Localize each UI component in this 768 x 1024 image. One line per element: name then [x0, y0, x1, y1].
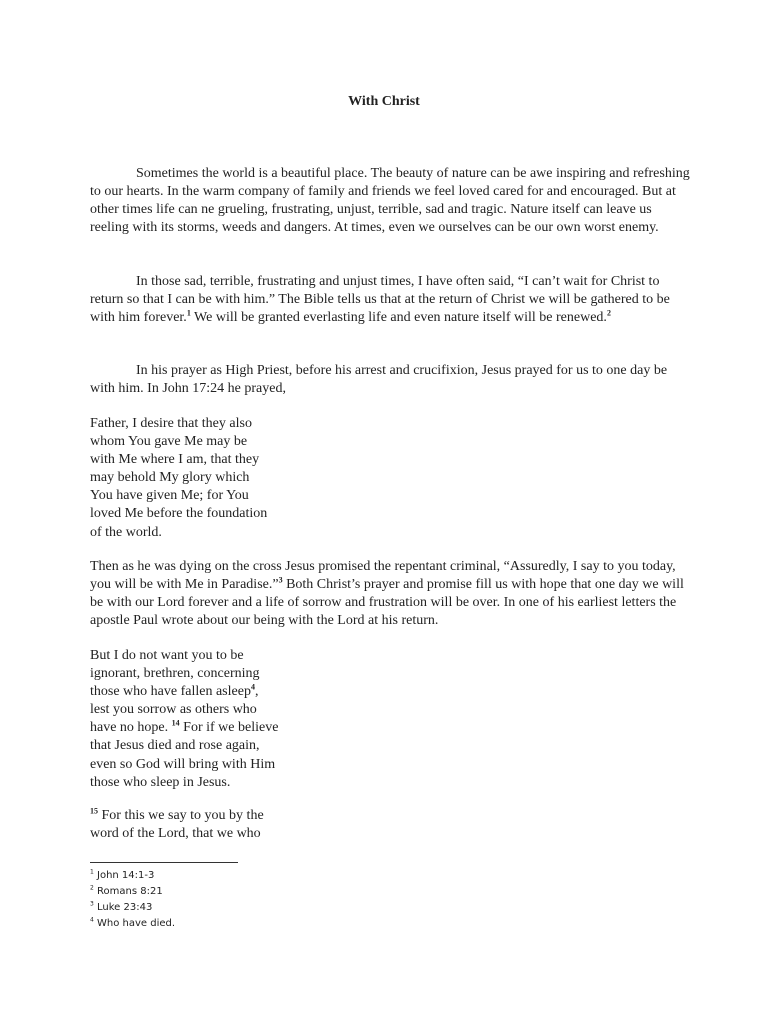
verse-number: 15	[90, 806, 98, 816]
quote-line: of the world.	[90, 524, 162, 540]
quote-line: loved Me before the foundation	[90, 506, 268, 522]
quote-line-text: For if we believe	[179, 720, 279, 736]
paragraph-1-text: Sometimes the world is a beautiful place. The beauty of nature can be awe inspiring and refreshing to our hearts. In the warm company of family and friends we feel loved cared for and encouraged. But at other times life can ne grueling, frustrating, unjust, terrible, sad and tragic. Nature itself can leave us reeling with its storms, weeds and dangers. At times, even we ourselves can be our own worst enemy.	[90, 166, 690, 236]
footnote-number: 4	[90, 916, 94, 924]
quote-line: even so God will bring with Him	[90, 756, 276, 772]
paragraph-2-text-b: We will be granted everlasting life and even nature itself will be renewed.	[190, 310, 607, 326]
paragraph-2	[90, 273, 690, 327]
verse-number: 14	[171, 718, 180, 728]
footnote-text: Luke 23:43	[93, 902, 153, 913]
footnote-number: 2	[90, 884, 94, 892]
quote-line-text: ,	[254, 684, 259, 700]
quote-line: But I do not want you to be	[90, 648, 244, 663]
footnote-2	[90, 884, 175, 900]
quote-line-text: For this we say to you by the	[98, 808, 264, 823]
paragraph-1	[90, 165, 690, 237]
footnote-text: Romans 8:21	[93, 886, 163, 897]
paragraph-3-text: In his prayer as High Priest, before his arrest and crucifixion, Jesus prayed for us to one day be with him. In John 17:24 he prayed,	[90, 363, 668, 397]
quote-line	[90, 719, 278, 737]
quote-line: that Jesus died and rose again,	[90, 738, 260, 754]
footnotes	[90, 868, 175, 932]
paragraph-2-text-a: In those sad, terrible, frustrating and unjust times, I have often said, “I can’t wait for Christ to return so that I can be with him.” The Bible tells us that at the return of Christ we will be gathered to be with him forever.	[90, 274, 670, 326]
quote-line: may behold My glory which	[90, 470, 250, 486]
footnote-text: Who have died.	[93, 918, 176, 929]
footnote-ref-4[interactable]: 4	[250, 682, 255, 692]
footnote-3	[90, 900, 175, 916]
quote-line: lest you sorrow as others who	[90, 702, 257, 718]
paragraph-4-text-b: Both Christ’s prayer and promise fill us with hope that one day we will be with our Lord forever and a life of sorrow and frustration will be over. In one of his earliest letters the apostle Paul wrote about our being with the Lord at his return.	[90, 577, 684, 629]
footnote-number: 1	[90, 868, 94, 876]
quote-line: You have given Me; for You	[90, 488, 249, 504]
quote-line: word of the Lord, that we who	[90, 826, 261, 842]
footnote-ref-3[interactable]: 3	[278, 575, 283, 585]
footnote-text: John 14:1-3	[93, 870, 155, 881]
quote-line	[90, 807, 264, 825]
footnote-number: 3	[90, 900, 94, 908]
footnote-1	[90, 868, 175, 884]
page-title: With Christ	[348, 94, 420, 109]
scripture-quote-john	[90, 415, 267, 542]
paragraph-4	[90, 558, 690, 630]
scripture-quote-thessalonians	[90, 647, 278, 792]
quote-line: with Me where I am, that they	[90, 452, 260, 468]
footnote-separator	[90, 862, 238, 863]
quote-line: whom You gave Me may be	[90, 434, 248, 450]
footnote-ref-1[interactable]: 1	[186, 308, 191, 318]
quote-line: ignorant, brethren, concerning	[90, 666, 260, 682]
quote-line: Father, I desire that they also	[90, 416, 252, 431]
quote-line-text: have no hope.	[90, 720, 172, 736]
quote-line	[90, 683, 278, 701]
paragraph-4-text-a: Then as he was dying on the cross Jesus promised the repentant criminal, “Assuredly, I say to you today, you will be with Me in Paradise.”	[90, 559, 676, 593]
quote-line-text: those who have fallen asleep	[90, 684, 251, 700]
footnote-ref-2[interactable]: 2	[606, 308, 611, 318]
paragraph-3	[90, 362, 690, 398]
footnote-4	[90, 916, 175, 932]
quote-line: those who sleep in Jesus.	[90, 774, 231, 790]
scripture-quote-continued	[90, 807, 264, 843]
